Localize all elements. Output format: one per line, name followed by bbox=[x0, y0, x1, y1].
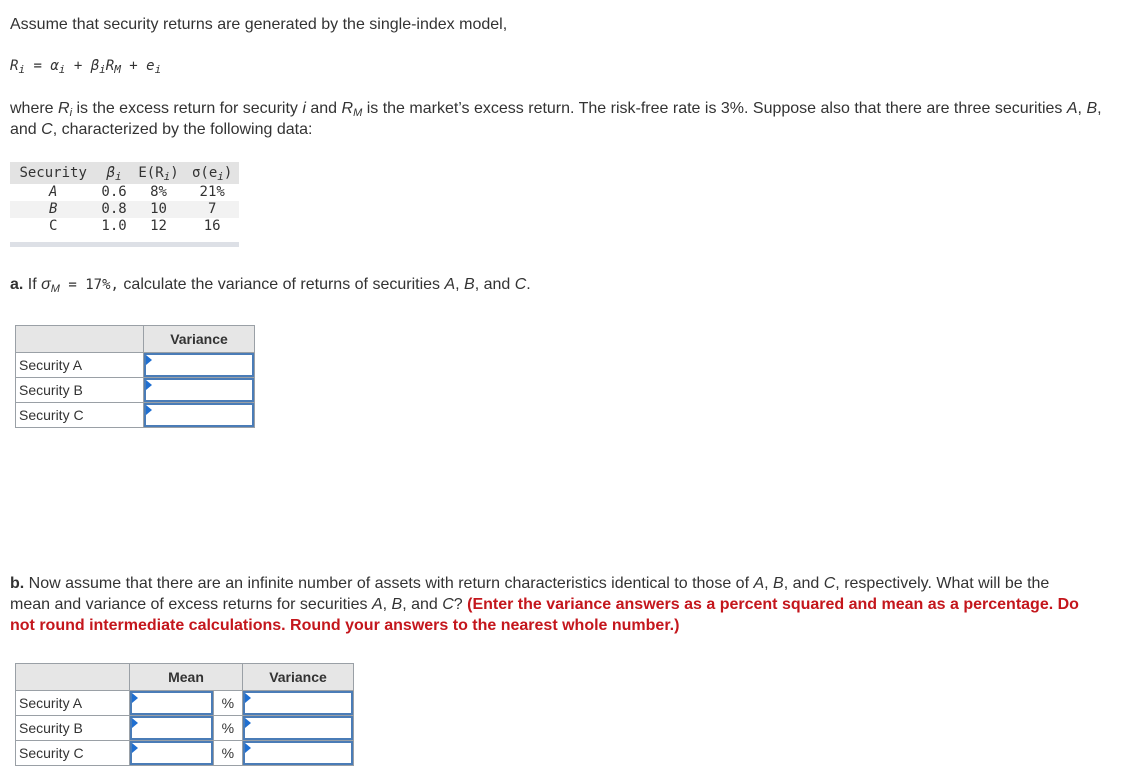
percent-unit: % bbox=[213, 691, 242, 716]
mean-input-c[interactable] bbox=[130, 741, 213, 765]
cell-residual-sd: 16 bbox=[203, 218, 221, 234]
table-row bbox=[16, 403, 255, 428]
header-security: Security bbox=[10, 162, 96, 184]
intro-text: Assume that security returns are generated by the single-index model, bbox=[10, 16, 508, 33]
row-label-security-b: Security B bbox=[16, 716, 130, 741]
cell-security: C bbox=[48, 218, 58, 234]
variance-input-c[interactable] bbox=[243, 741, 353, 765]
table-row bbox=[16, 353, 255, 378]
security-data-table bbox=[10, 162, 239, 235]
table-bottom-bar bbox=[10, 242, 239, 247]
cell-residual-sd: 7 bbox=[185, 201, 239, 218]
instruction-text: (Enter the variance answers as a percent squared and mean as a percentage. Do not round intermediate calculations. Round your answers to the nearest whole number.) bbox=[10, 596, 1079, 634]
cell-expected-return: 10 bbox=[132, 201, 186, 218]
cell-expected-return: 8% bbox=[150, 184, 167, 200]
where-paragraph: where $R_i$ is the excess return for security i and $R_M$ is the market’s excess return. The risk-free rate is 3%. Suppose also that there are three securities A, B, and C, characterized by the following data: bbox=[10, 100, 1102, 138]
mean-variance-answer-table bbox=[15, 663, 354, 766]
variance-input-a[interactable] bbox=[144, 353, 254, 377]
mean-input-b[interactable] bbox=[130, 716, 213, 740]
single-index-formula: $R_i = \alpha_i + \beta_iR_M + e_i$ bbox=[10, 58, 162, 76]
header-variance: Variance bbox=[243, 664, 354, 691]
table-row bbox=[16, 741, 354, 766]
row-label-security-a: Security A bbox=[16, 691, 130, 716]
cell-residual-sd: 21% bbox=[199, 184, 225, 200]
percent-unit: % bbox=[213, 716, 242, 741]
header-mean: Mean bbox=[130, 664, 243, 691]
header-expected-return: $E(R_i)$ bbox=[132, 162, 186, 184]
variance-input-a[interactable] bbox=[243, 691, 353, 715]
cell-beta: 0.6 bbox=[101, 184, 127, 200]
table-row bbox=[16, 691, 354, 716]
cell-beta: 0.8 bbox=[96, 201, 131, 218]
table-row bbox=[16, 716, 354, 741]
mean-input-a[interactable] bbox=[130, 691, 213, 715]
variance-answer-table bbox=[15, 325, 255, 428]
table-row bbox=[10, 218, 239, 235]
row-label-security-c: Security C bbox=[16, 741, 130, 766]
cell-beta: 1.0 bbox=[101, 218, 127, 234]
table-row bbox=[10, 201, 239, 218]
table-row bbox=[16, 378, 255, 403]
header-beta: $\beta_i$ bbox=[96, 162, 131, 184]
cell-security: A bbox=[48, 184, 58, 200]
header-blank bbox=[16, 326, 144, 353]
cell-security: B bbox=[10, 201, 96, 218]
row-label-security-a: Security A bbox=[16, 353, 144, 378]
variance-input-c[interactable] bbox=[144, 403, 254, 427]
row-label-security-b: Security B bbox=[16, 378, 144, 403]
variance-input-b[interactable] bbox=[144, 378, 254, 402]
cell-expected-return: 12 bbox=[150, 218, 167, 234]
header-blank bbox=[16, 664, 130, 691]
part-a-question: a. If $\sigma_M = 17\%$, calculate the variance of returns of securities A, B, and C. bbox=[10, 276, 531, 295]
row-label-security-c: Security C bbox=[16, 403, 144, 428]
header-variance: Variance bbox=[144, 326, 255, 353]
variance-input-b[interactable] bbox=[243, 716, 353, 740]
part-b-question: b. Now assume that there are an infinite number of assets with return characteristics identical to those of A, B, and C, respectively. What will be the mean and variance of excess returns for securities A, B, and C? (Enter the variance answers as a percent squared and mean as a percentage. Do not round intermediate calculations. Round your answers to the nearest whole number.) bbox=[10, 575, 1079, 634]
table-row bbox=[10, 184, 239, 201]
header-residual-sd: $\sigma(e_i)$ bbox=[185, 162, 239, 184]
percent-unit: % bbox=[213, 741, 242, 766]
